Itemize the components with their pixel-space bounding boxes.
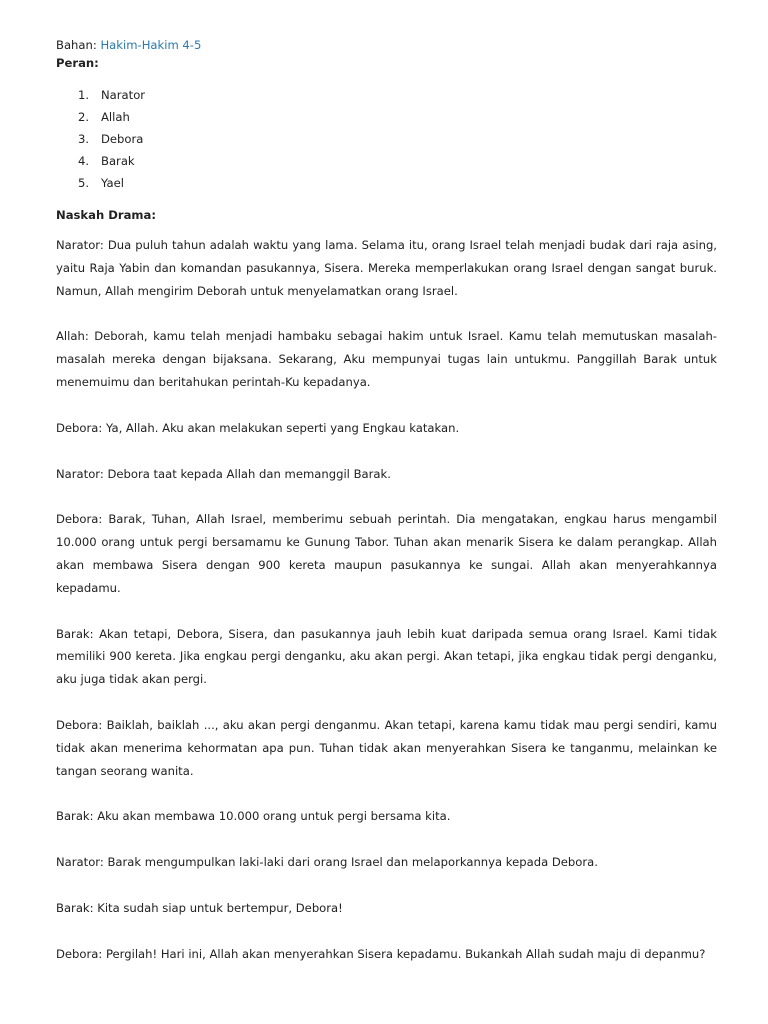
list-number: 5.: [78, 176, 90, 190]
dialogue-paragraph: Narator: Barak mengumpulkan laki-laki dari orang Israel dan melaporkannya kepada Debora.: [56, 855, 598, 870]
role-name: Yael: [101, 176, 124, 190]
source-link[interactable]: Hakim-Hakim 4-5: [100, 38, 202, 52]
source-label: Bahan:: [56, 38, 101, 52]
list-item: [56, 172, 717, 194]
script-heading: Naskah Drama:: [56, 208, 156, 222]
list-item: [56, 84, 717, 106]
dialogue-paragraph: Narator: Dua puluh tahun adalah waktu yang lama. Selama itu, orang Israel telah menjadi budak dari raja asing, yaitu Raja Yabin dan komandan pasukannya, Sisera. Mereka memperlakukan orang Israel dengan sangat buruk. Namun, Allah mengirim Deborah untuk menyelamatkan orang Israel.: [56, 238, 717, 298]
role-name: Allah: [101, 110, 130, 124]
list-item: [56, 150, 717, 172]
dialogue-paragraph: Barak: Kita sudah siap untuk bertempur, Debora!: [56, 900, 343, 915]
role-name: Debora: [101, 132, 144, 146]
dialogue-paragraph: Barak: Aku akan membawa 10.000 orang untuk pergi bersama kita.: [56, 809, 451, 824]
list-number: 2.: [78, 110, 90, 124]
roles-heading: Peran:: [56, 56, 99, 70]
dialogue-paragraph: Debora: Barak, Tuhan, Allah Israel, memberimu sebuah perintah. Dia mengatakan, engkau harus mengambil 10.000 orang untuk pergi bersamamu ke Gunung Tabor. Tuhan akan menarik Sisera ke dalam perangkap. Allah akan membawa Sisera dengan 900 kereta maupun pasukannya ke sungai. Allah akan menyerahkannya kepadamu.: [56, 512, 717, 595]
role-name: Barak: [101, 154, 135, 168]
dialogue-paragraph: Allah: Deborah, kamu telah menjadi hambaku sebagai hakim untuk Israel. Kamu telah memutuskan masalah-masalah mereka dengan bijaksana. Sekarang, Aku mempunyai tugas lain untukmu. Panggillah Barak untuk menemuimu dan beritahukan perintah-Ku kepadanya.: [56, 329, 717, 389]
dialogue-paragraph: Debora: Pergilah! Hari ini, Allah akan menyerahkan Sisera kepadamu. Bukankah Allah sudah maju di depanmu?: [56, 946, 706, 961]
role-name: Narator: [101, 88, 146, 102]
dialogue-paragraph: Debora: Baiklah, baiklah ..., aku akan pergi denganmu. Akan tetapi, karena kamu tidak mau pergi sendiri, kamu tidak akan menerima kehormatan apa pun. Tuhan tidak akan menyerahkan Sisera ke tanganmu, melainkan ke tangan seorang wanita.: [56, 717, 717, 778]
list-number: 1.: [78, 88, 90, 102]
document-body: [56, 36, 717, 989]
dialogue-paragraph: Barak: Akan tetapi, Debora, Sisera, dan pasukannya jauh lebih kuat daripada semua orang Israel. Kami tidak memiliki 900 kereta. Jika engkau pergi denganku, aku akan pergi. Akan tetapi, jika engkau tidak pergi denganku, aku juga tidak akan pergi.: [56, 626, 717, 687]
dialogue-paragraph: Debora: Ya, Allah. Aku akan melakukan seperti yang Engkau katakan.: [56, 420, 460, 435]
dialogue-paragraph: Narator: Debora taat kepada Allah dan memanggil Barak.: [56, 466, 391, 481]
list-number: 3.: [78, 132, 90, 146]
source-line: [56, 36, 717, 54]
list-number: 4.: [78, 154, 90, 168]
roles-list: [56, 84, 717, 194]
list-item: [56, 106, 717, 128]
list-item: [56, 128, 717, 150]
